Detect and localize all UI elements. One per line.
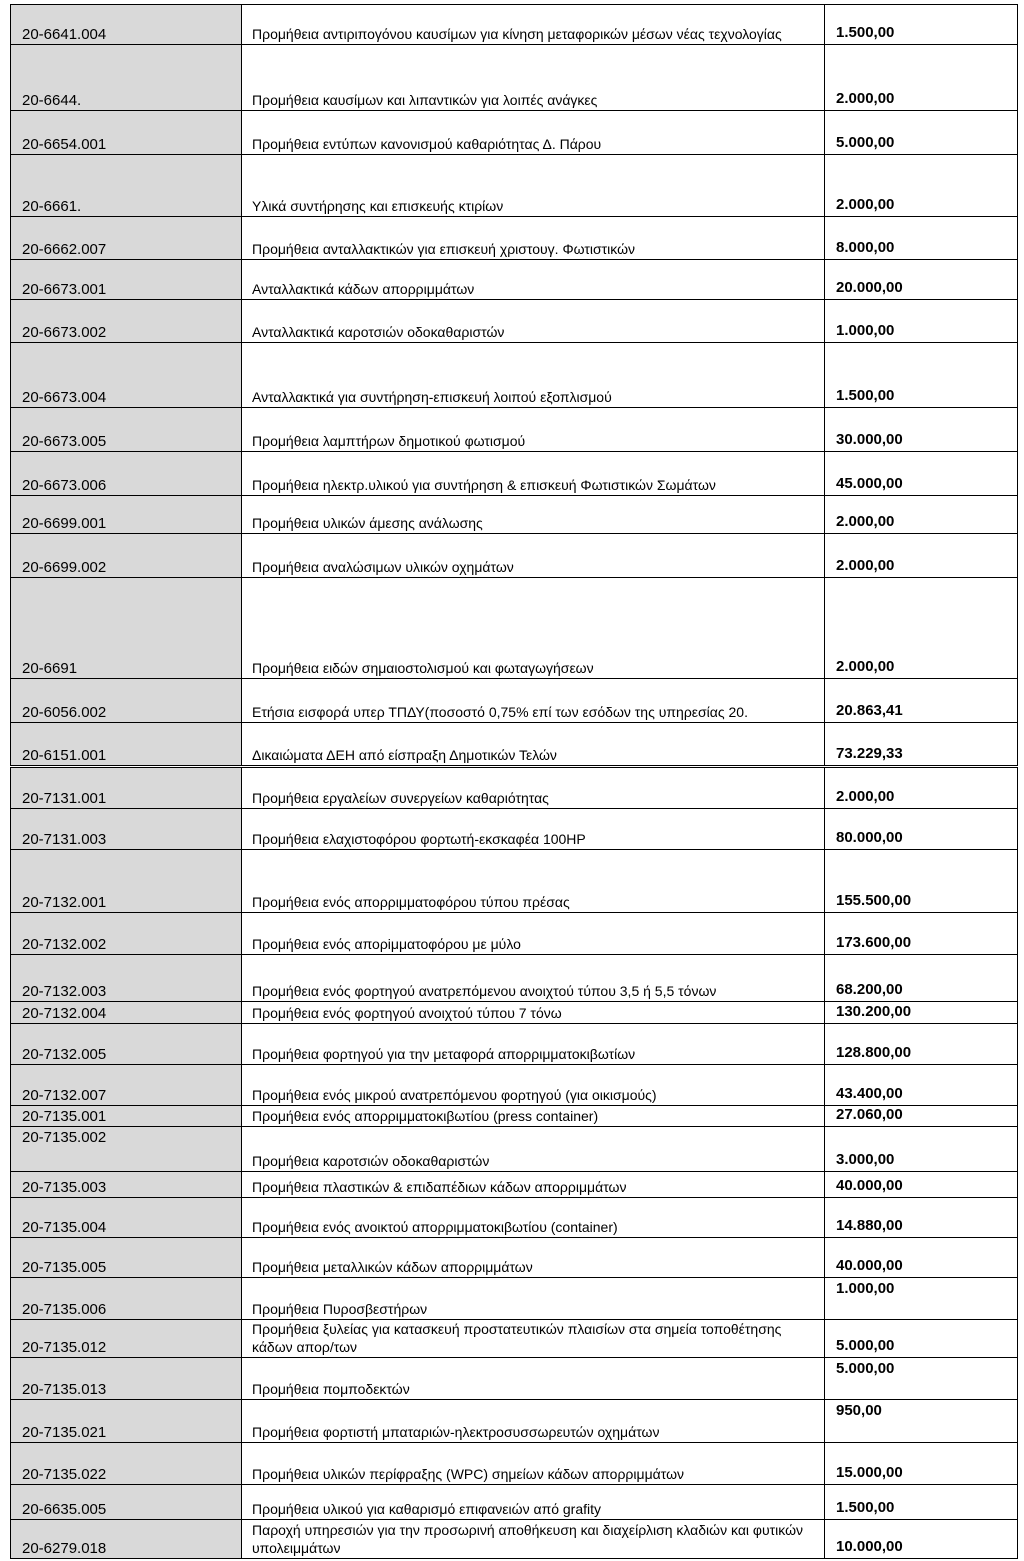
table-row	[11, 1400, 1018, 1443]
item-description: Προμήθεια ειδών σημαιοστολισμού και φωταγωγήσεων	[242, 578, 825, 679]
account-code: 20-6673.001	[11, 260, 242, 300]
item-description: Προμήθεια φορτιστή μπαταριών-ηλεκτροσυσσωρευτών οχημάτων	[242, 1400, 825, 1443]
item-description: Προμήθεια φορτηγού για την μεταφορά απορριμματοκιβωτίων	[242, 1024, 825, 1065]
item-description: Προμήθεια υλικών άμεσης ανάλωσης	[242, 496, 825, 534]
item-description: Προμήθεια αντιριπογόνου καυσίμων για κίνηση μεταφορικών μέσων νέας τεχνολογίας	[242, 5, 825, 45]
item-amount: 27.060,00	[825, 1106, 1018, 1127]
budget-table	[10, 4, 1018, 1559]
item-description: Προμήθεια αναλώσιμων υλικών οχημάτων	[242, 534, 825, 578]
table-row	[11, 155, 1018, 217]
item-amount: 5.000,00	[825, 111, 1018, 155]
account-code: 20-7135.022	[11, 1443, 242, 1485]
item-amount: 1.000,00	[825, 1278, 1018, 1320]
item-description: Παροχή υπηρεσιών για την προσωρινή αποθήκευση και διαχείρλιση κλαδιών και φυτικών υπολειμμάτων	[242, 1520, 825, 1559]
account-code: 20-6673.006	[11, 452, 242, 496]
table-row	[11, 1024, 1018, 1065]
table-row	[11, 452, 1018, 496]
item-amount: 40.000,00	[825, 1172, 1018, 1198]
table-row	[11, 1520, 1018, 1559]
item-amount: 2.000,00	[825, 578, 1018, 679]
table-row	[11, 1127, 1018, 1172]
table-row	[11, 723, 1018, 767]
item-amount: 2.000,00	[825, 45, 1018, 111]
item-description: Προμήθεια ελαχιστοφόρου φορτωτή-εκσκαφέα 100HP	[242, 809, 825, 850]
table-row	[11, 217, 1018, 260]
table-row	[11, 1106, 1018, 1127]
account-code: 20-6673.002	[11, 300, 242, 343]
item-description: Προμήθεια λαμπτήρων δημοτικού φωτισμού	[242, 408, 825, 452]
account-code: 20-7135.005	[11, 1238, 242, 1278]
account-code: 20-7132.004	[11, 1002, 242, 1024]
account-code: 20-7132.003	[11, 955, 242, 1002]
item-description: Ανταλλακτικά κάδων απορριμμάτων	[242, 260, 825, 300]
table-row	[11, 408, 1018, 452]
table-row	[11, 955, 1018, 1002]
item-amount: 30.000,00	[825, 408, 1018, 452]
account-code: 20-6635.005	[11, 1485, 242, 1520]
item-description: Προμήθεια καυσίμων και λιπαντικών για λοιπές ανάγκες	[242, 45, 825, 111]
item-amount: 15.000,00	[825, 1443, 1018, 1485]
table-row	[11, 850, 1018, 913]
item-description: Προμήθεια πομποδεκτών	[242, 1358, 825, 1400]
item-description: Προμήθεια ηλεκτρ.υλικού για συντήρηση & επισκευή Φωτιστικών Σωμάτων	[242, 452, 825, 496]
item-description: Προμήθεια υλικών περίφραξης (WPC) σημείων κάδων απορριμμάτων	[242, 1443, 825, 1485]
item-description: Προμήθεια εργαλείων συνεργείων καθαριότητας	[242, 767, 825, 809]
item-amount: 73.229,33	[825, 723, 1018, 767]
account-code: 20-6673.005	[11, 408, 242, 452]
item-description: Ετήσια εισφορά υπερ ΤΠΔΥ(ποσοστό 0,75% επί των εσόδων της υπηρεσίας 20.	[242, 679, 825, 723]
table-row	[11, 5, 1018, 45]
item-amount: 1.500,00	[825, 343, 1018, 408]
item-description: Προμήθεια ενός απορριμματοφόρου τύπου πρέσας	[242, 850, 825, 913]
item-amount: 43.400,00	[825, 1065, 1018, 1106]
item-description: Προμήθεια πλαστικών & επιδαπέδιων κάδων απορριμμάτων	[242, 1172, 825, 1198]
item-description: Προμήθεια ενός φορτηγού ανατρεπόμενου ανοιχτού τύπου 3,5 ή 5,5 τόνων	[242, 955, 825, 1002]
account-code: 20-6641.004	[11, 5, 242, 45]
item-amount: 128.800,00	[825, 1024, 1018, 1065]
item-description: Προμήθεια Πυροσβεστήρων	[242, 1278, 825, 1320]
item-amount: 68.200,00	[825, 955, 1018, 1002]
item-description: Προμήθεια εντύπων κανονισμού καθαριότητας Δ. Πάρου	[242, 111, 825, 155]
account-code: 20-7135.001	[11, 1106, 242, 1127]
account-code: 20-6644.	[11, 45, 242, 111]
account-code: 20-7135.003	[11, 1172, 242, 1198]
account-code: 20-7135.002	[11, 1127, 242, 1172]
item-description: Προμήθεια καροτσιών οδοκαθαριστών	[242, 1127, 825, 1172]
item-amount: 40.000,00	[825, 1238, 1018, 1278]
item-description: Προμήθεια ενός μικρού ανατρεπόμενου φορτηγού (για οικισμούς)	[242, 1065, 825, 1106]
item-description: Προμήθεια ενός απορiμματοφόρου με μύλο	[242, 913, 825, 955]
account-code: 20-6654.001	[11, 111, 242, 155]
account-code: 20-6699.001	[11, 496, 242, 534]
item-amount: 155.500,00	[825, 850, 1018, 913]
table-row	[11, 343, 1018, 408]
account-code: 20-6661.	[11, 155, 242, 217]
table-row	[11, 913, 1018, 955]
account-code: 20-6673.004	[11, 343, 242, 408]
table-row	[11, 496, 1018, 534]
item-amount: 2.000,00	[825, 767, 1018, 809]
item-description: Ανταλλακτικά καροτσιών οδοκαθαριστών	[242, 300, 825, 343]
account-code: 20-7132.002	[11, 913, 242, 955]
item-amount: 5.000,00	[825, 1358, 1018, 1400]
account-code: 20-7132.005	[11, 1024, 242, 1065]
item-amount: 950,00	[825, 1400, 1018, 1443]
account-code: 20-6691	[11, 578, 242, 679]
item-amount: 2.000,00	[825, 534, 1018, 578]
table-row	[11, 260, 1018, 300]
table-row	[11, 1065, 1018, 1106]
item-amount: 10.000,00	[825, 1520, 1018, 1559]
item-description: Προμήθεια ανταλλακτικών για επισκευή χριστουγ. Φωτιστικών	[242, 217, 825, 260]
table-row	[11, 1443, 1018, 1485]
account-code: 20-7135.006	[11, 1278, 242, 1320]
item-description: Προμήθεια μεταλλικών κάδων απορριμμάτων	[242, 1238, 825, 1278]
item-description: Προμήθεια ενός φορτηγού ανοιχτού τύπου 7 τόνω	[242, 1002, 825, 1024]
account-code: 20-7131.001	[11, 767, 242, 809]
item-amount: 130.200,00	[825, 1002, 1018, 1024]
table-row	[11, 1002, 1018, 1024]
item-amount: 1.500,00	[825, 1485, 1018, 1520]
account-code: 20-6279.018	[11, 1520, 242, 1559]
item-amount: 45.000,00	[825, 452, 1018, 496]
table-row	[11, 1485, 1018, 1520]
account-code: 20-6662.007	[11, 217, 242, 260]
account-code: 20-7135.004	[11, 1198, 242, 1238]
item-description: Δικαιώματα ΔΕΗ από είσπραξη Δημοτικών Τελών	[242, 723, 825, 767]
account-code: 20-6056.002	[11, 679, 242, 723]
table-row	[11, 1172, 1018, 1198]
table-row	[11, 1320, 1018, 1358]
item-amount: 5.000,00	[825, 1320, 1018, 1358]
item-amount: 80.000,00	[825, 809, 1018, 850]
item-amount: 2.000,00	[825, 496, 1018, 534]
table-row	[11, 1198, 1018, 1238]
account-code: 20-7135.021	[11, 1400, 242, 1443]
account-code: 20-7131.003	[11, 809, 242, 850]
item-description: Υλικά συντήρησης και επισκευής κτιρίων	[242, 155, 825, 217]
account-code: 20-7135.012	[11, 1320, 242, 1358]
item-amount: 173.600,00	[825, 913, 1018, 955]
item-amount: 1.000,00	[825, 300, 1018, 343]
item-description: Προμήθεια ξυλείας για κατασκευή προστατευτικών πλαισίων στα σημεία τοποθέτησης κάδων απορ/των	[242, 1320, 825, 1358]
item-amount: 1.500,00	[825, 5, 1018, 45]
account-code: 20-7132.001	[11, 850, 242, 913]
table-row	[11, 45, 1018, 111]
table-row	[11, 767, 1018, 809]
table-row	[11, 1238, 1018, 1278]
account-code: 20-6699.002	[11, 534, 242, 578]
table-row	[11, 534, 1018, 578]
table-row	[11, 578, 1018, 679]
account-code: 20-6151.001	[11, 723, 242, 767]
item-amount: 14.880,00	[825, 1198, 1018, 1238]
item-description: Ανταλλακτικά για συντήρηση-επισκευή λοιπού εξοπλισμού	[242, 343, 825, 408]
item-amount: 20.000,00	[825, 260, 1018, 300]
table-row	[11, 1358, 1018, 1400]
item-amount: 2.000,00	[825, 155, 1018, 217]
table-row	[11, 809, 1018, 850]
item-description: Προμήθεια ενός ανοικτού απορριμματοκιβωτίου (container)	[242, 1198, 825, 1238]
item-amount: 8.000,00	[825, 217, 1018, 260]
table-row	[11, 1278, 1018, 1320]
item-amount: 3.000,00	[825, 1127, 1018, 1172]
item-description: Προμήθεια υλικού για καθαρισμό επιφανειών από grafity	[242, 1485, 825, 1520]
item-description: Προμήθεια ενός απορριμματοκιβωτίου (press container)	[242, 1106, 825, 1127]
budget-page	[10, 4, 1017, 1557]
table-row	[11, 679, 1018, 723]
account-code: 20-7132.007	[11, 1065, 242, 1106]
item-amount: 20.863,41	[825, 679, 1018, 723]
account-code: 20-7135.013	[11, 1358, 242, 1400]
table-row	[11, 300, 1018, 343]
table-row	[11, 111, 1018, 155]
